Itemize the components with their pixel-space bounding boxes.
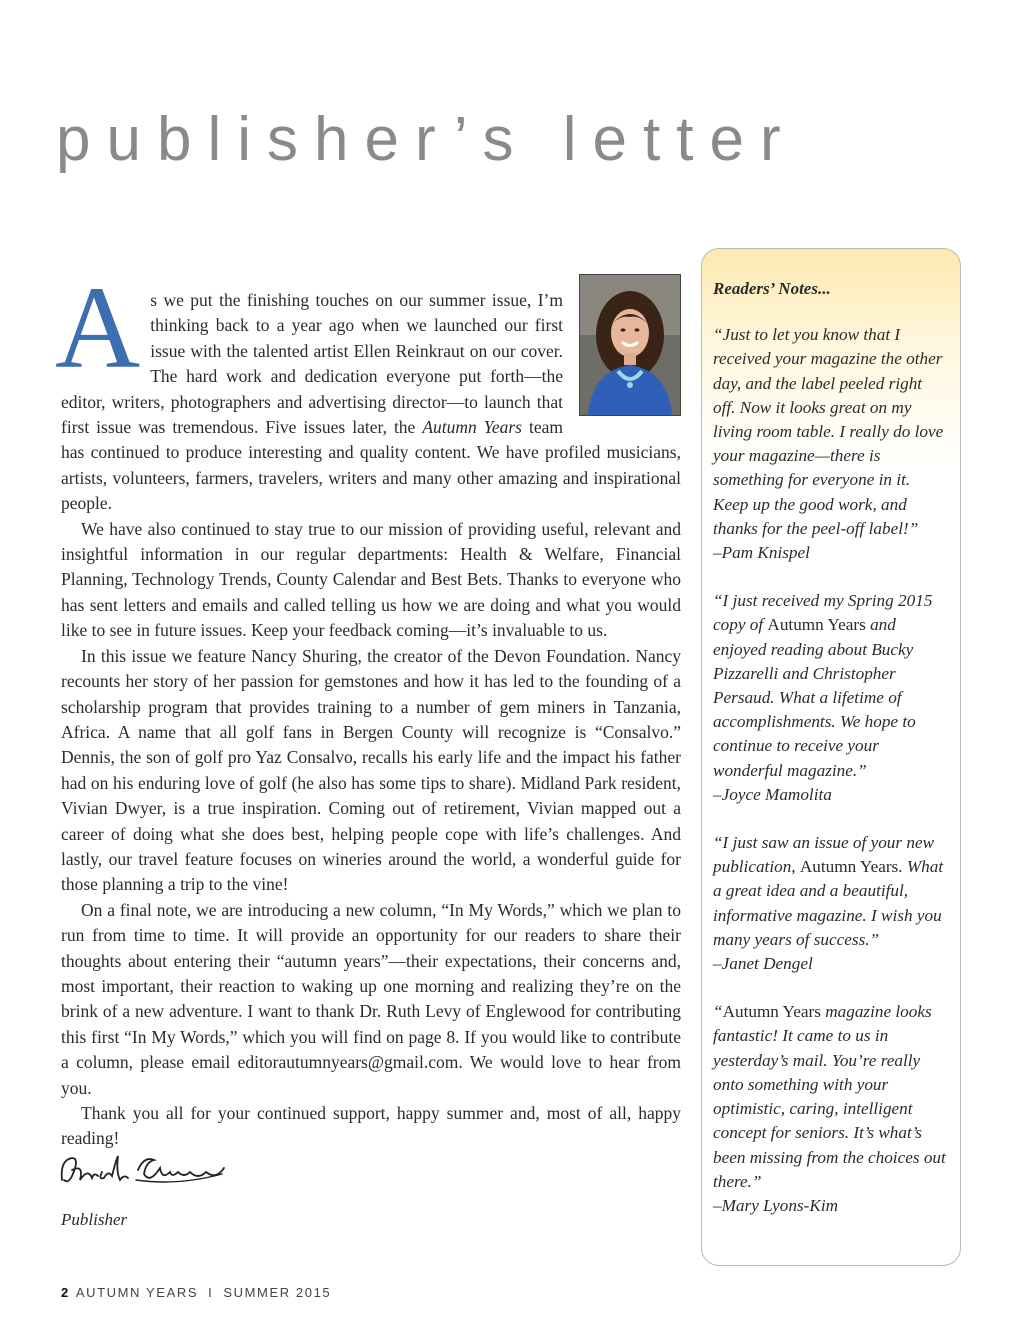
note-quote-part: “I just received my Spring 2015 copy of [713,591,933,635]
issue-date: SUMMER 2015 [223,1285,332,1300]
note-quote [713,831,948,952]
note-quote-part: “I just saw an issue of your new publication, [713,833,935,877]
note-quote [713,1000,948,1194]
magazine-title-italic: Autumn Years [422,417,522,438]
publisher-photo [579,274,681,416]
magazine-title-roman: Autumn Years [767,615,866,635]
letter-paragraph-1: s we put the finishing touches on our summer issue, I’m thinking back to a year ago when we launched our first issue with the talented artist Ellen Reinkraut on our cover. The hard work and dedication everyone put forth—the editor, writers, photographers and advertising director—to launch that first issue was tremendous. Five issues later, the [61,290,563,438]
signature-title: Publisher [61,1210,128,1229]
letter-paragraph-5: Thank you all for your continued support, happy summer and, most of all, happy reading! [61,1103,681,1149]
footer-separator: I [208,1285,214,1300]
note-quote-part: magazine looks fantastic! It came to us in yesterday’s mail. You’re really onto something with your optimistic, caring, intelligent concept for seniors. It’s what’s been missing from the choices out there.” [713,1002,946,1191]
page-title: publisher’s letter [56,105,797,174]
letter-paragraph-3: In this issue we feature Nancy Shuring, the creator of the Devon Foundation. Nancy recounts her story of her passion for gemstones and how it has led to the founding of a scholarship program that provides training to a number of gem miners in Tanzania, Africa. A name that all golf fans in Bergen County will recognize is “Consalvo.” Dennis, the son of golf pro Yaz Consalvo, recalls his early life and the impact his father had on his enduring love of golf (he also has some tips to share). Midland Park resident, Vivian Dwyer, is a true inspiration. Coming out of retirement, Vivian mapped out a career of doing what she does best, helping people cope with life’s challenges. And lastly, our travel feature focuses on wineries around the world, a wonderful guide for those planning a trip to the vine! [61,645,681,895]
readers-notes-sidebar [701,248,961,1266]
letter-paragraph-2: We have also continued to stay true to our mission of providing useful, relevant and insightful information in our regular departments: Health & Welfare, Financial Planning, Technology Trends, County Calendar and Best Bets. Thanks to everyone who has sent letters and emails and called telling us how we are doing and what you would like to see in future issues. Keep your feedback coming—it’s invaluable to us. [61,518,681,641]
note-quote: “Just to let you know that I received your magazine the other day, and the label peeled right off. Now it looks great on my living room table. I really do love your magazine—there is something for everyone in it. Keep up the good work, and thanks for the peel-off label!” [713,325,944,538]
reader-note [713,589,948,807]
letter-paragraph-1-end: team has continued to produce interesting and quality content. We have profiled musicians, artists, volunteers, farmers, travelers, writers and many other amazing and inspirational people. [61,417,681,514]
reader-note [713,323,948,565]
publisher-signature [58,1150,228,1199]
page-number: 2 [61,1285,70,1300]
sidebar-heading: Readers’ Notes... [713,279,831,298]
note-author: –Pam Knispel [713,543,810,563]
dropcap-letter: A [55,262,141,393]
note-quote-part: “ [713,1002,723,1022]
note-author: –Janet Dengel [713,954,813,974]
note-author: –Joyce Mamolita [713,784,832,804]
note-author: –Mary Lyons-Kim [713,1195,839,1215]
reader-note [713,1000,948,1218]
note-quote-part: What a great idea and a beautiful, informative magazine. I wish you many years of success.” [713,857,944,949]
magazine-title-roman: Autumn Years. [799,857,903,877]
letter-body [55,262,681,1152]
magazine-title-roman: Autumn Years [722,1002,821,1022]
note-quote-part: and enjoyed reading about Bucky Pizzarelli and Christopher Persaud. What a lifetime of accomplishments. We hope to continue to receive your wonderful magazine.” [713,615,916,780]
letter-paragraph-4: On a final note, we are introducing a new column, “In My Words,” which we plan to run from time to time. It will provide an opportunity for our readers to share their thoughts about entering their “autumn years”—their expectations, their concerns and, most important, their reaction to waking up one morning and realizing they’re on the brink of a new adventure. I want to thank Dr. Ruth Levy of Englewood for contributing this first “In My Words,” which you will find on page 8. If you would like to contribute a column, please email editorautumnyears@gmail.com. We would love to hear from you. [61,899,681,1098]
note-quote [713,589,948,783]
page-footer [61,1285,331,1300]
publication-name: AUTUMN YEARS [75,1285,199,1300]
reader-note [713,831,948,976]
